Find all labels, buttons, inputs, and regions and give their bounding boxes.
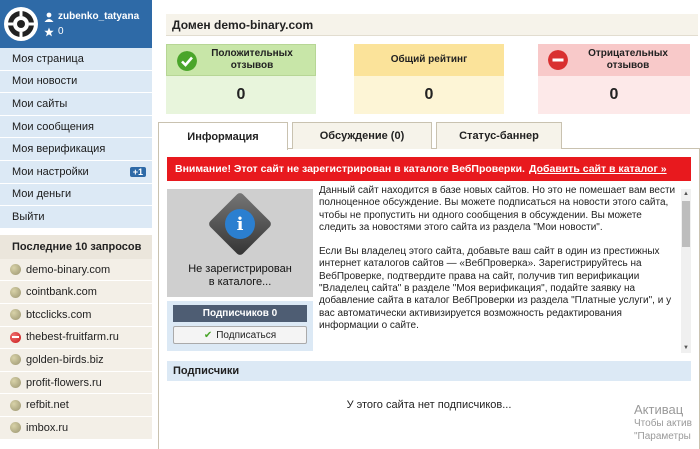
user-icon [44,12,54,22]
recent-item[interactable] [0,394,152,417]
positive-reviews-header [166,44,316,76]
notification-badge: +1 [130,167,146,177]
star-icon [44,27,54,37]
left-sidebar [0,0,152,449]
negative-status-icon [10,332,21,343]
negative-reviews-box[interactable] [538,44,690,114]
checkmark-icon: ✔ [203,329,213,341]
description-scrollbar[interactable] [681,189,691,353]
watermark-line1: Активац [634,402,684,417]
watermark-line3: "Параметры [634,431,691,442]
positive-label-1: Положительных [211,48,293,59]
scrollbar-thumb[interactable] [682,201,690,247]
tab-bar [158,122,700,149]
aperture-icon [6,9,36,39]
recent-item[interactable] [0,372,152,395]
not-registered-text [188,263,292,289]
user-name: zubenko_tatyana [58,11,140,22]
description-paragraph-1: Данный сайт находится в базе новых сайтов. Но это не помешает вам вести полноценное обсуждение. Вы можете подписаться на новости этого сайта, чтобы не пропустить ни одного сообщения в обсуждении. Вы можете следить за новостями этого сайта из раздела "Мои новости". [319,185,676,233]
menu-item-my-settings[interactable] [0,161,152,184]
tab-discussion[interactable]: Обсуждение (0) [292,122,432,149]
menu-label: Мои сайты [12,97,68,110]
neutral-status-icon [10,377,21,388]
no-subscribers-message: У этого сайта нет подписчиков... [346,399,512,411]
recent-item[interactable] [0,417,152,440]
menu-item-my-messages[interactable] [0,116,152,139]
recent-item-label: imbox.ru [26,421,69,434]
user-info [44,9,139,39]
negative-reviews-count: 0 [538,76,690,114]
scroll-down-icon[interactable]: ▼ [683,345,689,351]
scroll-up-icon[interactable]: ▲ [683,191,689,197]
info-icon: i [225,209,255,239]
menu-label: Мои настройки [12,165,89,178]
subscribe-button[interactable] [173,326,307,344]
neutral-status-icon [10,309,21,320]
menu-item-my-news[interactable] [0,71,152,94]
overall-rating-box[interactable] [354,44,504,114]
recent-item-label: cointbank.com [26,286,97,299]
negative-label-1: Отрицательных [588,48,668,59]
recent-requests-list [0,259,152,440]
tab-status-banner[interactable]: Статус-баннер [436,122,562,149]
user-bar [0,0,152,48]
menu-label: Моя верификация [12,143,106,156]
site-description [319,185,681,353]
subscribe-button-label: Подписаться [216,329,277,341]
tab-information[interactable]: Информация [158,122,288,150]
description-paragraph-2: Если Вы владелец этого сайта, добавьте ваш сайт в один из престижных интернет каталогов сайтов — «ВебПроверка». Зарегистрируйтесь на ВебПроверке, подтвердите права на сайт, получив тип верификации "Владелец сайта" в разделе "Моя верификация", подайте заявку на добавление сайта в каталог ВебПроверки из раздела "Платные услуги", и у вас автоматически активизируется возможность редактирования информации о сайте. [319,246,672,331]
windows-activation-watermark [634,403,692,443]
neutral-status-icon [10,354,21,365]
menu-item-my-page[interactable] [0,48,152,71]
not-registered-line1: Не зарегистрирован [188,263,292,275]
subscribers-count: Подписчиков 0 [173,305,307,322]
positive-label-2: отзывов [230,60,274,71]
user-points-row [44,24,139,39]
neutral-status-icon [10,400,21,411]
minus-circle-icon [548,50,568,70]
overall-rating-value: 0 [354,76,504,114]
recent-item-label: refbit.net [26,399,69,412]
main-menu [0,48,152,229]
recent-item[interactable] [0,304,152,327]
recent-item[interactable] [0,281,152,304]
menu-label: Выйти [12,210,45,223]
recent-item[interactable] [0,349,152,372]
recent-item-label: demo-binary.com [26,263,111,276]
menu-label: Мои сообщения [12,120,94,133]
add-site-link[interactable]: Добавить сайт в каталог » [528,163,667,175]
neutral-status-icon [10,422,21,433]
not-registered-card [167,189,313,297]
menu-item-my-sites[interactable] [0,93,152,116]
menu-label: Моя страница [12,52,84,65]
positive-reviews-count: 0 [166,76,316,114]
menu-item-my-verification[interactable] [0,138,152,161]
menu-item-logout[interactable] [0,206,152,229]
logo[interactable] [4,7,38,41]
alert-text: Внимание! Этот сайт не зарегистрирован в каталоге ВебПроверки. [175,163,525,175]
recent-item[interactable] [0,259,152,282]
recent-item-label: golden-birds.biz [26,353,104,366]
recent-item[interactable] [0,327,152,350]
recent-requests-title: Последние 10 запросов [0,235,152,259]
neutral-status-icon [10,264,21,275]
subscribe-box [167,301,313,351]
recent-item-label: btcclicks.com [26,308,92,321]
check-circle-icon [177,51,197,71]
menu-label: Мои новости [12,75,78,88]
positive-reviews-box[interactable] [166,44,316,114]
negative-label-2: отзывов [606,60,650,71]
neutral-status-icon [10,287,21,298]
main-content [158,0,700,449]
user-points: 0 [58,26,64,37]
watermark-line2: Чтобы актив [634,418,692,429]
subscribers-section-title: Подписчики [167,361,691,381]
negative-reviews-header [538,44,690,76]
page-title: Домен demo-binary.com [166,14,698,36]
menu-label: Мои деньги [12,188,72,201]
user-name-row[interactable] [44,9,139,24]
tab-panel-information [158,149,700,449]
recent-item-label: thebest-fruitfarm.ru [26,331,119,344]
warning-alert [167,157,691,181]
menu-item-my-money[interactable] [0,184,152,207]
recent-item-label: profit-flowers.ru [26,376,102,389]
not-registered-line2: в каталоге... [208,276,272,288]
overall-rating-header: Общий рейтинг [354,44,504,76]
